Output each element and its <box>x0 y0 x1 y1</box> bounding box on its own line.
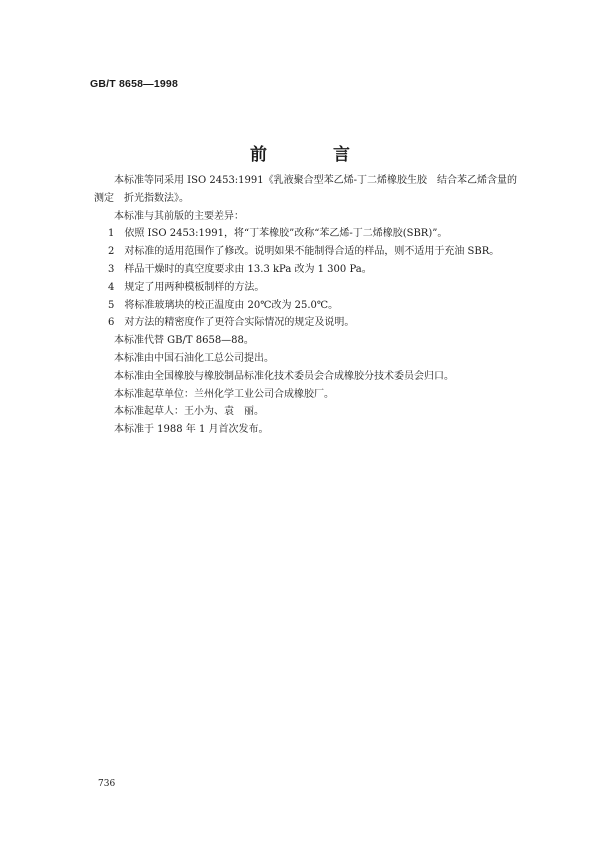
replaces-paragraph: 本标准代替 GB/T 8658—88。 <box>114 335 254 347</box>
proposed-by-paragraph: 本标准由中国石油化工总公司提出。 <box>114 352 274 364</box>
difference-item-1: 1 依照 ISO 2453:1991，将“丁苯橡胶”改称“苯乙烯-丁二烯橡胶(SBR)”。 <box>108 228 448 240</box>
first-issued-paragraph: 本标准于 1988 年 1 月首次发布。 <box>114 424 269 436</box>
difference-item-6: 6 对方法的精密度作了更符合实际情况的规定及说明。 <box>108 317 355 329</box>
centralized-by-paragraph: 本标准由全国橡胶与橡胶制品标准化技术委员会合成橡胶分技术委员会归口。 <box>114 370 454 382</box>
page-number: 736 <box>98 779 116 789</box>
difference-item-2: 2 对标准的适用范围作了修改。说明如果不能制得合适的样品，则不适用于充油 SBR。 <box>108 246 500 258</box>
difference-item-4: 4 规定了用两种模板制样的方法。 <box>108 281 265 293</box>
difference-item-5: 5 将标准玻璃块的校正温度由 20℃改为 25.0℃。 <box>108 299 339 311</box>
drafting-unit-paragraph: 本标准起草单位：兰州化学工业公司合成橡胶厂。 <box>114 388 334 400</box>
difference-item-3: 3 样品干燥时的真空度要求由 13.3 kPa 改为 1 300 Pa。 <box>108 263 372 275</box>
drafters-paragraph: 本标准起草人：王小为、袁 丽。 <box>114 406 264 418</box>
foreword-body <box>94 172 524 439</box>
page-title: 前 言 <box>250 145 380 165</box>
intro-paragraph: 本标准等同采用 ISO 2453:1991《乳液聚合型苯乙烯-丁二烯橡胶生胶 结合苯乙烯含量的测定 折光指数法》。 <box>94 175 518 204</box>
differences-heading: 本标准与其前版的主要差异： <box>114 210 244 222</box>
standard-code: GB/T 8658—1998 <box>90 78 179 90</box>
